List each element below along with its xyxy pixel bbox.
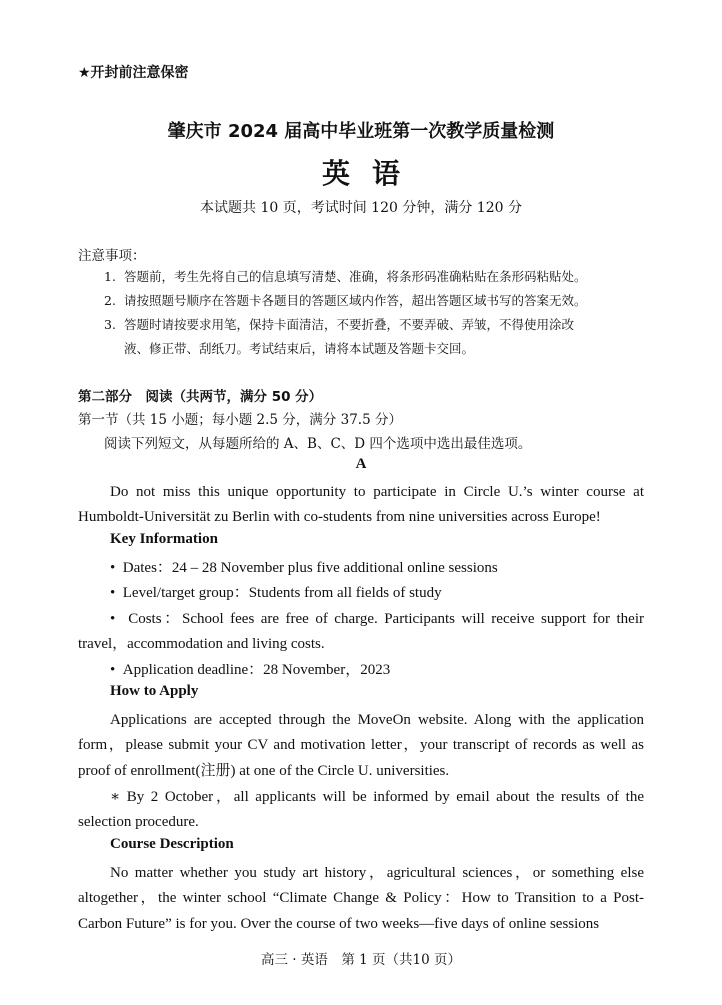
section-heading: 第一节（共 15 小题；每小题 2.5 分，满分 37.5 分） xyxy=(78,412,402,428)
exam-title: 肇庆市 2024 届高中毕业班第一次教学质量检测 xyxy=(167,121,555,142)
notice-heading: 注意事项： xyxy=(78,248,146,264)
notice-item-number: 2. xyxy=(104,293,116,308)
notice-item-text: 答题时请按要求用笔，保持卡面清洁，不要折叠，不要弄破、弄皱，不得使用涂改 xyxy=(124,317,575,332)
course-description-heading: Course Description xyxy=(110,836,234,852)
subject-title: 英语 xyxy=(321,157,422,190)
part-heading: 第二部分 阅读（共两节，满分 50 分） xyxy=(78,389,323,405)
notice-item-text: 答题前，考生先将自己的信息填写清楚、准确，将条形码准确粘贴在条形码粘贴处。 xyxy=(124,269,587,284)
notice-item-1 xyxy=(104,265,644,289)
notice-item-number: 1. xyxy=(104,269,116,284)
bullet-dot-icon: • xyxy=(110,560,123,576)
page-footer: 高三 · 英语 第 1 页（共10 页） xyxy=(260,952,461,968)
instruction-text: 阅读下列短文，从每题所给的 A、B、C、D 四个选项中选出最佳选项。 xyxy=(104,436,532,452)
bullet-dot-icon: • xyxy=(110,662,123,678)
bullet-item: • Level/target group：Students from all fields of study xyxy=(110,585,442,601)
passage-intro: Do not miss this unique opportunity to participate in Circle U.’s winter course at Humboldt-Universität zu Berlin with co-students from nine universities across Europe! xyxy=(78,484,644,526)
course-paragraph: No matter whether you study art history，agricultural sciences，or something else altogether，the winter school “Climate Change & Policy：How to Transition to a Post-Carbon Future” is for you. Over the course of two weeks—five days of online sessions xyxy=(78,865,644,932)
notice-item-number: 3. xyxy=(104,317,116,332)
notice-item-text: 请按照题号顺序在答题卡各题目的答题区域内作答，超出答题区域书写的答案无效。 xyxy=(124,293,587,308)
apply-paragraph: Applications are accepted through the MoveOn website. Along with the application form，please submit your CV and motivation letter，your transcript of records as well as proof of enrollment(注册) at one of the Circle U. universities. xyxy=(78,712,644,779)
confidential-notice: ★开封前注意保密 xyxy=(78,65,189,81)
exam-info: 本试题共 10 页，考试时间 120 分钟，满分 120 分 xyxy=(200,200,522,216)
bullet-dot-icon: • xyxy=(110,585,123,601)
bullet-item: • Application deadline：28 November，2023 xyxy=(110,662,391,678)
passage-letter: A xyxy=(355,456,367,472)
bullet-item: • Dates：24 – 28 November plus five additional online sessions xyxy=(110,560,498,576)
bullet-dot-icon: • xyxy=(110,611,129,627)
notice-item-2 xyxy=(104,289,644,313)
how-to-apply-heading: How to Apply xyxy=(110,683,199,699)
notice-item-3 xyxy=(104,313,644,361)
apply-note: ∗ By 2 October，all applicants will be informed by email about the results of the selection procedure. xyxy=(78,789,644,831)
notice-item-continuation: 液、修正带、刮纸刀。考试结束后，请将本试题及答题卡交回。 xyxy=(124,341,475,356)
bullet-item: • Costs：School fees are free of charge. Participants will receive support for their travel，accommodation and living costs. xyxy=(78,611,644,653)
key-info-heading: Key Information xyxy=(110,531,218,547)
